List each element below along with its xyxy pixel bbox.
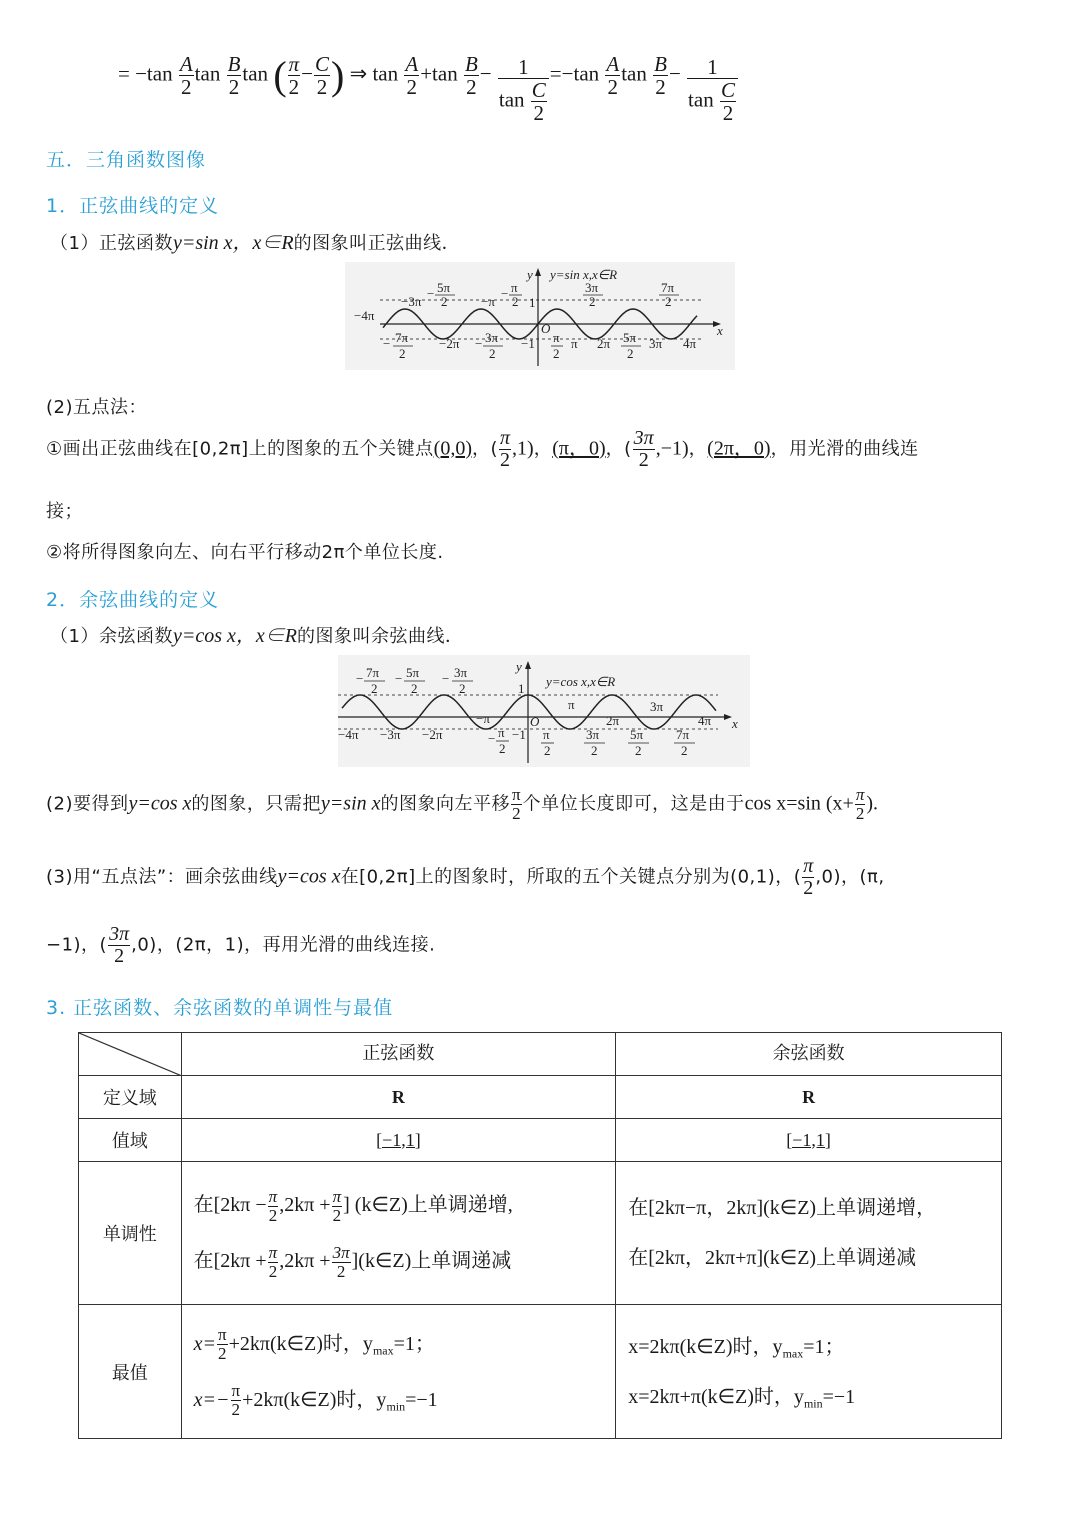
sine-domain: R xyxy=(181,1076,616,1119)
five-point-step-2: ②将所得图象向左、向右平行移动2π个单位长度. xyxy=(46,542,444,563)
tick-2pi: 2π xyxy=(606,713,620,728)
diagonal-line xyxy=(79,1033,182,1076)
tick-5pi-den: 2 xyxy=(441,294,448,309)
row-label-monotonicity: 单调性 xyxy=(79,1162,182,1305)
sine-decreasing: 在[2kπ + $\frac{\pi}{2}$ ,2kπ + $\frac{3\pi}{2}$ ](k∈Z)上单调递减 xyxy=(193,1242,512,1281)
diagonal-header-cell xyxy=(79,1033,182,1076)
tick-pi2-den: 2 xyxy=(512,294,519,309)
sine-min: x=− $\frac{\pi}{2}$ +2kπ(k∈Z)时，$y_{min}=-1$ xyxy=(193,1381,438,1419)
tick-4pi: 4π xyxy=(683,336,697,351)
tick-pi2b-num: π xyxy=(553,330,560,345)
tick-neg3pi2-den: 2 xyxy=(489,346,496,361)
tick-neg3pi: −3π xyxy=(401,294,422,309)
tick-negpi2-sign: − xyxy=(488,731,496,746)
cosine-shift-text: (2)要得到y=cos x的图象，只需把y=sin x的图象向左平移 $\frac{\pi}{2}$ 个单位长度即可，这是由于cos x=sin (x+ $\frac{\pi}{2}$ ). xyxy=(46,785,879,823)
tick-neg7pi2-sign: − xyxy=(383,336,391,351)
table-header-row xyxy=(79,1033,1002,1076)
tick-neg7pi2-den: 2 xyxy=(371,681,378,696)
tick-neg2pi: −2π xyxy=(422,727,443,742)
tick-3pi: 3π xyxy=(650,699,664,714)
tick-pi2-num: π xyxy=(543,727,550,742)
cosine-definition: （1）余弦函数y=cos x，x∈R的图象叫余弦曲线． xyxy=(50,625,464,647)
comparison-table xyxy=(78,1032,1002,1439)
tick-pi: π xyxy=(568,697,575,712)
tick-neg4pi: −4π xyxy=(338,727,359,742)
table-row xyxy=(79,1305,1002,1439)
sine-range: [−1,1] xyxy=(181,1119,616,1162)
cosine-graph xyxy=(338,655,750,767)
tick-neg3pi2-den: 2 xyxy=(459,681,466,696)
tick-3pi2-den: 2 xyxy=(591,743,598,758)
row-label-extrema: 最值 xyxy=(79,1305,182,1439)
tick-one: 1 xyxy=(518,681,525,696)
tick-5pi2-den: 2 xyxy=(635,743,642,758)
cosine-monotonicity xyxy=(616,1162,1002,1305)
tick-neg3pi2-num: 3π xyxy=(485,330,499,345)
tick-negpi: −π xyxy=(476,711,490,726)
tick-pi2-sign: − xyxy=(501,286,509,301)
subsection-title-cosine: 2．余弦曲线的定义 xyxy=(46,589,220,611)
top-formula: = −tan $\frac{A}{2}$ tan $\frac{B}{2}$ tan ( $\frac{\pi}{2}$ − $\frac{C}{2}$ ) ⇒ tan $\frac{A}{2}$ +tan $\frac{B}{2}$ − 1 tan $\frac{C}{2}$ =−tan $\frac{A}{2}$ tan $\frac{B}{2}$ − 1 tan $\frac{C}{2}$ xyxy=(118,52,739,124)
y-axis-label: y xyxy=(516,659,522,674)
graph-title: y=sin x,x∈R xyxy=(550,267,618,282)
section-title: 五．三角函数图像 xyxy=(46,149,207,171)
sine-increasing: 在[2kπ − $\frac{\pi}{2}$ ,2kπ + $\frac{\pi}{2}$ ] (k∈Z)上单调递增, xyxy=(193,1186,513,1225)
header-cosine: 余弦函数 xyxy=(616,1033,1002,1076)
y-axis-label: y xyxy=(527,267,533,282)
cosine-decreasing: 在[2kπ，2kπ+π](k∈Z)上单调递减 xyxy=(628,1247,917,1269)
tick-neg-one: −1 xyxy=(512,727,526,742)
origin-label: O xyxy=(541,321,551,336)
tick-5pi2-num: 5π xyxy=(630,727,644,742)
x-axis-label: x xyxy=(732,716,738,731)
tick-5pi-num: 5π xyxy=(437,280,451,295)
tick-pi: π xyxy=(571,336,578,351)
cosine-max: x=2kπ(k∈Z)时，$y_{max}=1$； xyxy=(628,1335,845,1361)
cosine-five-point-text: (3)用“五点法”：画余弦曲线y=cos x在[0,2π]上的图象时，所取的五个关键点分别为(0,1)，( $\frac{\pi}{2}$ ,0)，(π, xyxy=(46,855,885,899)
tick-pi2-den: 2 xyxy=(544,743,551,758)
tick-negpi2-num: π xyxy=(498,725,505,740)
tick-neg7pi2-num: 7π xyxy=(395,330,409,345)
cosine-range: [−1,1] xyxy=(616,1119,1002,1162)
tick-negpi2-den: 2 xyxy=(499,741,506,756)
tick-2pi: 2π xyxy=(597,336,611,351)
tick-pi2-num: π xyxy=(511,280,518,295)
tick-negpi: −π xyxy=(481,294,495,309)
cosine-five-point-text-cont: −1)，( $\frac{3\pi}{2}$ ,0)，(2π，1)，再用光滑的曲线连接. xyxy=(46,923,436,967)
tick-5pi2-den: 2 xyxy=(627,346,634,361)
tick-3pi2-num: 3π xyxy=(585,280,599,295)
header-sine: 正弦函数 xyxy=(181,1033,616,1076)
subsection-title-monotonicity: 3. 正弦函数、余弦函数的单调性与最值 xyxy=(46,997,394,1019)
tick-3pi2-den: 2 xyxy=(589,294,596,309)
cosine-extrema xyxy=(616,1305,1002,1439)
tick-neg5pi2-num: 5π xyxy=(406,665,420,680)
origin-label: O xyxy=(530,714,540,729)
tick-3pi2-num: 3π xyxy=(586,727,600,742)
tick-7pi2-num: 7π xyxy=(676,727,690,742)
tick-4pi: 4π xyxy=(698,713,712,728)
tick-neg4pi: −4π xyxy=(354,308,375,323)
tick-pi2b-den: 2 xyxy=(553,346,560,361)
tick-7pi2-den: 2 xyxy=(665,294,672,309)
tick-neg5pi2-sign: − xyxy=(395,671,403,686)
row-label-domain: 定义域 xyxy=(79,1076,182,1119)
tick-neg7pi2-den: 2 xyxy=(399,346,406,361)
tick-neg5pi2-den: 2 xyxy=(411,681,418,696)
table-row xyxy=(79,1162,1002,1305)
tick-neg3pi2-sign: − xyxy=(442,671,450,686)
table-row xyxy=(79,1119,1002,1162)
five-point-step-1: ①画出正弦曲线在[0,2π]上的图象的五个关键点(0,0)，( $\frac{\pi}{2}$ ,1)，(π，0)，( $\frac{3\pi}{2}$ ,−1)，(2π，0)，用光滑的曲线连 xyxy=(46,427,919,471)
tick-neg3pi: −3π xyxy=(380,727,401,742)
sine-monotonicity xyxy=(181,1162,616,1305)
cosine-increasing: 在[2kπ−π，2kπ](k∈Z)上单调递增， xyxy=(628,1197,937,1219)
sine-definition: （1）正弦函数y=sin x，x∈R的图象叫正弦曲线． xyxy=(50,232,461,254)
five-point-method-title: (2)五点法： xyxy=(46,397,147,418)
sine-max: x= $\frac{\pi}{2}$ +2kπ(k∈Z)时，$y_{max}=1$； xyxy=(193,1325,435,1363)
tick-neg3pi2-num: 3π xyxy=(454,665,468,680)
tick-neg7pi2-sign: − xyxy=(356,671,364,686)
cosine-domain: R xyxy=(616,1076,1002,1119)
table-row xyxy=(79,1076,1002,1119)
row-label-range: 值域 xyxy=(79,1119,182,1162)
tick-7pi2-den: 2 xyxy=(681,743,688,758)
sine-extrema xyxy=(181,1305,616,1439)
x-axis-label: x xyxy=(717,323,723,338)
tick-neg7pi2-num: 7π xyxy=(366,665,380,680)
tick-5pi-sign: − xyxy=(427,286,435,301)
tick-3pi: 3π xyxy=(649,336,663,351)
tick-7pi2-num: 7π xyxy=(661,280,675,295)
tick-5pi2-num: 5π xyxy=(623,330,637,345)
tick-one: 1 xyxy=(529,295,536,310)
five-point-step-1-cont: 接； xyxy=(46,501,83,522)
tick-neg-one: −1 xyxy=(521,336,535,351)
sine-graph xyxy=(345,262,735,370)
subsection-title-sine: 1．正弦曲线的定义 xyxy=(46,195,220,217)
tick-neg2pi: −2π xyxy=(439,336,460,351)
graph-title: y=cos x,x∈R xyxy=(546,674,616,689)
tick-neg3pi2-sign: − xyxy=(475,336,483,351)
cosine-min: x=2kπ+π(k∈Z)时，$y_{min}=-1$ xyxy=(628,1385,856,1411)
